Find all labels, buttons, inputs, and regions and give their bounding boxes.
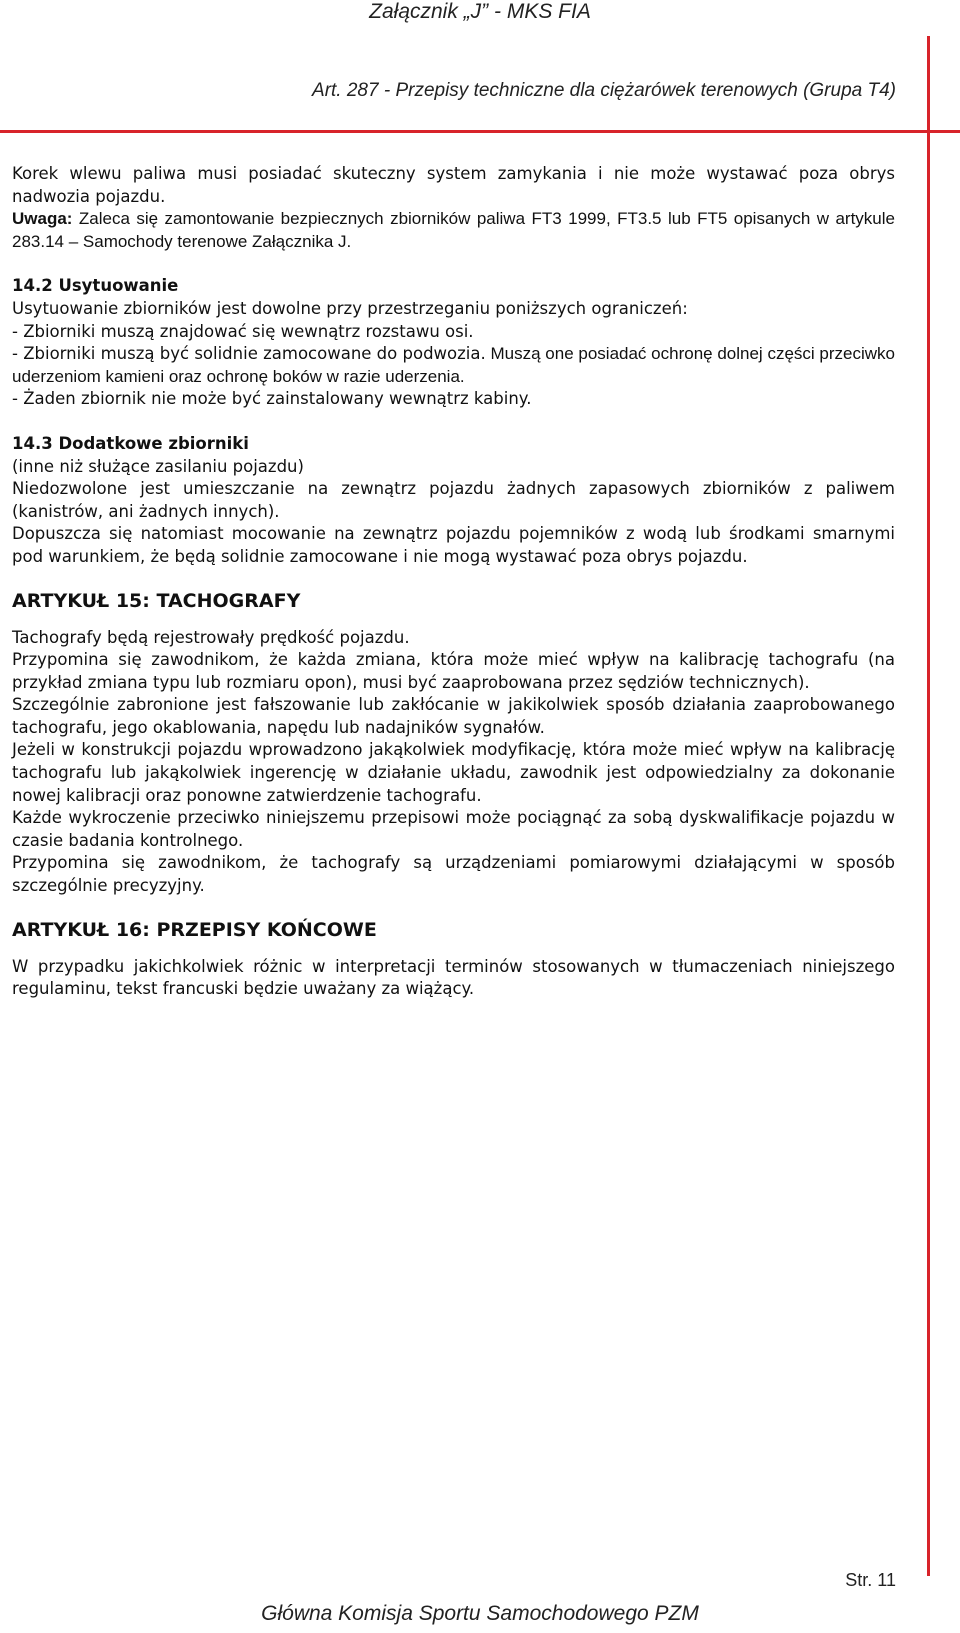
paragraph-note <box>12 208 895 253</box>
paragraph-15-3: Szczególnie zabronione jest fałszowanie lub zakłócanie w jakikolwiek sposób działania zaaprobowanego tachografu, jego okablowania, napędu lub nadajników sygnałów. <box>12 695 895 737</box>
note-text: Zaleca się zamontowanie bezpiecznych zbiorników paliwa FT3 1999, FT3.5 lub FT5 opisanych w artykule 283.14 – Samochody terenowe Załącznika J. <box>12 209 895 251</box>
page-content <box>12 163 895 1001</box>
paragraph-14-2-2: - Zbiorniki muszą znajdować się wewnątrz rozstawu osi. <box>12 321 474 341</box>
paragraph-14-2-1: Usytuowanie zbiorników jest dowolne przy przestrzeganiu poniższych ograniczeń: <box>12 298 688 318</box>
paragraph-15-5: Każde wykroczenie przeciwko niniejszemu przepisowi może pociągnąć za sobą dyskwalifikacje pojazdu w czasie badania kontrolnego. <box>12 808 895 850</box>
paragraph-15-1: Tachografy będą rejestrowały prędkość pojazdu. <box>12 627 410 647</box>
section-14-3-subtitle: (inne niż służące zasilaniu pojazdu) <box>12 456 304 476</box>
section-14-2-title: 14.2 Usytuowanie <box>12 276 179 296</box>
paragraph-16-1: W przypadku jakichkolwiek różnic w interpretacji terminów stosowanych w tłumaczeniach niniejszego regulaminu, tekst francuski będzie uważany za wiążący. <box>12 956 895 999</box>
paragraph-fuel-cap: Korek wlewu paliwa musi posiadać skuteczny system zamykania i nie może wystawać poza obrys nadwozia pojazdu. <box>12 164 895 206</box>
paragraph-15-2: Przypomina się zawodnikom, że każda zmiana, która może mieć wpływ na kalibrację tachografu (na przykład zmiana typu lub rozmiaru opon), musi być zaaprobowana przez sędziów technicznych). <box>12 650 895 692</box>
note-label: Uwaga: <box>12 209 73 229</box>
paragraph-15-4: Jeżeli w konstrukcji pojazdu wprowadzono jakąkolwiek modyfikację, która może mieć wpływ na kalibrację tachografu lub jakąkolwiek ingerencję w działanie układu, zawodnik jest odpowiedzialny za dokonanie nowej kalibracji oraz ponowne zatwierdzenie tachografu. <box>12 740 895 805</box>
page-number: Str. 11 <box>845 1570 896 1590</box>
article-16-heading: ARTYKUŁ 16: PRZEPISY KOŃCOWE <box>12 918 377 941</box>
header-divider <box>0 130 960 133</box>
article-header: Art. 287 - Przepisy techniczne dla ciężarówek terenowych (Grupa T4) <box>312 80 896 101</box>
paragraph-14-3-2: Dopuszcza się natomiast mocowanie na zewnątrz pojazdu pojemników z wodą lub środkami smarnymi pod warunkiem, że będą solidnie zamocowane i nie mogą wystawać poza obrys pojazdu. <box>12 524 895 566</box>
article-15-heading: ARTYKUŁ 15: TACHOGRAFY <box>12 589 301 612</box>
section-14-3-title: 14.3 Dodatkowe zbiorniki <box>12 433 249 453</box>
paragraph-15-6: Przypomina się zawodnikom, że tachografy są urządzeniami pomiarowymi działającymi w sposób szczególnie precyzyjny. <box>12 853 895 896</box>
paragraph-14-2-4: - Żaden zbiornik nie może być zainstalowany wewnątrz kabiny. <box>12 389 532 409</box>
paragraph-14-3-1: Niedozwolone jest umieszczanie na zewnątrz pojazdu żadnych zapasowych zbiorników z paliwem (kanistrów, ani żadnych innych). <box>12 479 895 521</box>
margin-rule <box>927 36 930 1576</box>
paragraph-14-2-3: - Zbiorniki muszą być solidnie zamocowane do podwozia. Muszą one posiadać ochronę dolnej części przeciwko uderzeniom kamieni oraz ochronę boków w razie uderzenia. <box>12 344 895 386</box>
document-footer: Główna Komisja Sportu Samochodowego PZM <box>261 1602 699 1625</box>
document-header-title: Załącznik „J” - MKS FIA <box>369 0 591 23</box>
